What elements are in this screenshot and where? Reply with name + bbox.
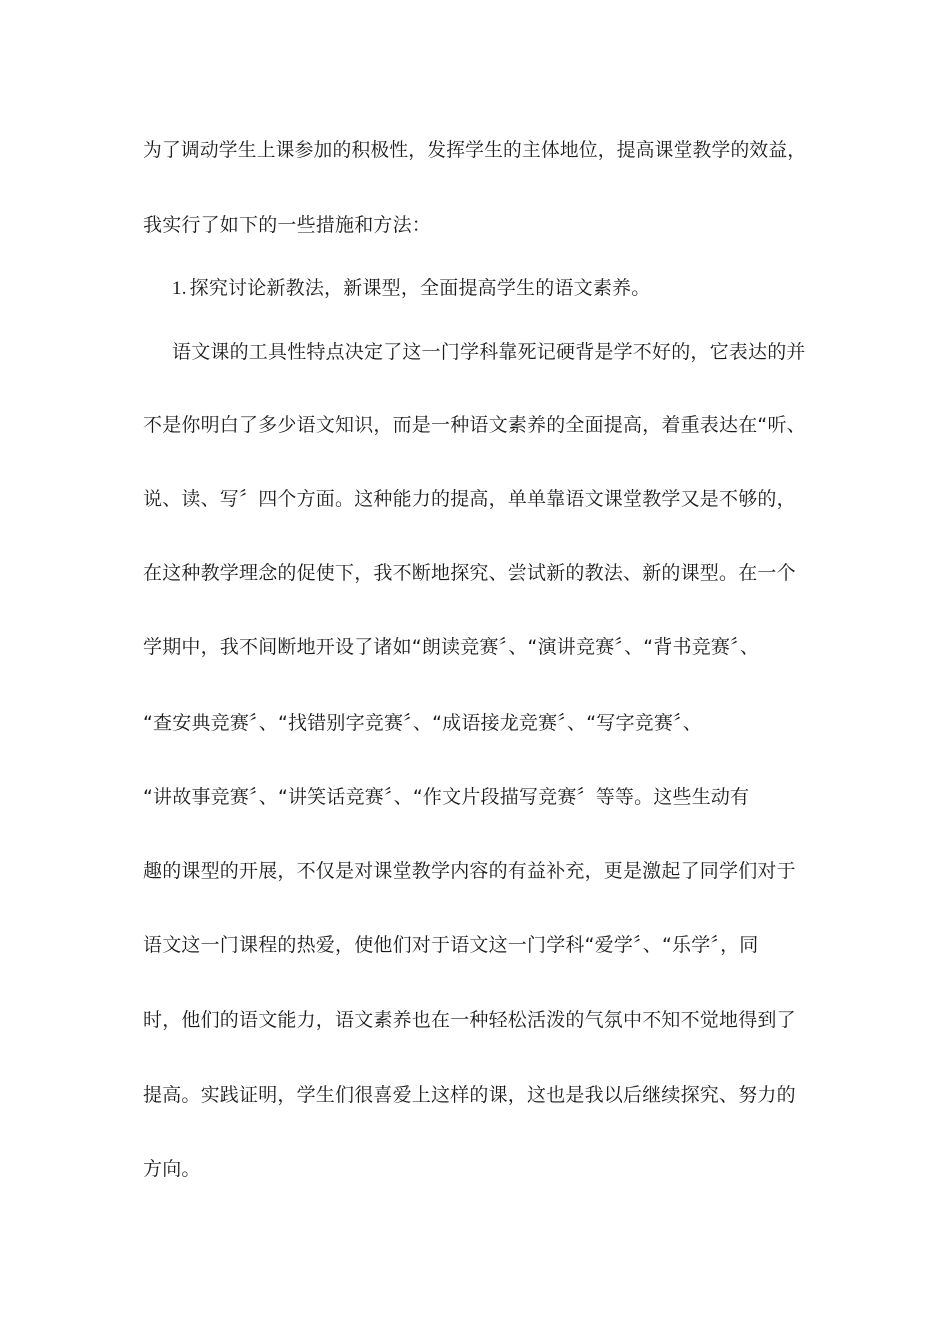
body-line-11: 提高。实践证明，学生们很喜爱上这样的课，这也是我以后继续探究、努力的 <box>143 1084 796 1106</box>
body-line-7: “讲故事竞赛〞、“讲笑话竞赛〞、“作文片段描写竞赛〞等等。这些生动有 <box>143 786 750 808</box>
body-line-12: 方向。 <box>143 1158 201 1180</box>
body-line-10: 时，他们的语文能力，语文素养也在一种轻松活泼的气氛中不知不觉地得到了 <box>143 1009 796 1031</box>
body-line-9: 语文这一门课程的热爱，使他们对于语文这一门学科“爱学〞、“乐学〞，同 <box>143 934 759 956</box>
section-title: 探究讨论新教法，新课型，全面提高学生的语文素养。 <box>189 277 651 299</box>
body-line-8: 趣的课型的开展，不仅是对课堂教学内容的有益补充，更是激起了同学们对于 <box>143 860 796 882</box>
section-number: 1. <box>172 278 187 299</box>
section-heading <box>172 276 650 301</box>
intro-line-1: 为了调动学生上课参加的积极性，发挥学生的主体地位，提高课堂教学的效益， <box>143 140 807 161</box>
body-line-5: 学期中，我不间断地开设了诸如“朗读竞赛〞、“演讲竞赛〞、“背书竞赛〞、 <box>143 636 760 658</box>
body-line-6: “查安典竞赛〞、“找错别字竞赛〞、“成语接龙竞赛〞、“写字竞赛〞、 <box>143 712 702 734</box>
body-line-2: 不是你明白了多少语文知识，而是一种语文素养的全面提高，着重表达在“听、 <box>143 414 806 436</box>
body-line-1: 语文课的工具性特点决定了这一门学科靠死记硬背是学不好的，它表达的并 <box>172 341 806 363</box>
body-line-3: 说、读、写〞四个方面。这种能力的提高，单单靠语文课堂教学又是不够的， <box>143 488 796 510</box>
body-line-4: 在这种教学理念的促使下，我不断地探究、尝试新的教法、新的课型。在一个 <box>143 562 796 584</box>
intro-line-2: 我实行了如下的一些措施和方法： <box>143 214 432 236</box>
